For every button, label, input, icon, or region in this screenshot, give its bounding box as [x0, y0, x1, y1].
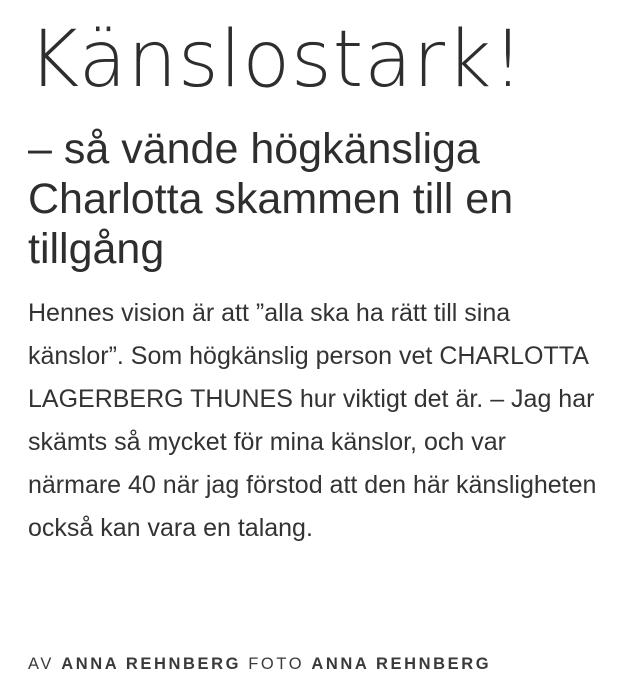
- byline-author-label: AV: [28, 655, 54, 673]
- byline: [28, 655, 491, 674]
- ingress-paragraph: Hennes vision är att ”alla ska ha rätt till sina känslor”. Som högkänslig person vet CHARLOTTA LAGERBERG THUNES hur viktigt det är. – Jag har skämts så mycket för mina känslor, och var närmare 40 när jag förstod att den här känsligheten också kan vara en talang.: [28, 299, 597, 542]
- subheadline: – så vände högkänsliga Charlotta skammen till en tillgång: [28, 125, 514, 273]
- byline-photo-name: ANNA REHNBERG: [311, 655, 492, 673]
- headline: Känslostark!: [28, 15, 525, 105]
- byline-photo-label: FOTO: [248, 655, 305, 673]
- byline-author-name: ANNA REHNBERG: [61, 655, 242, 673]
- article: [28, 0, 628, 550]
